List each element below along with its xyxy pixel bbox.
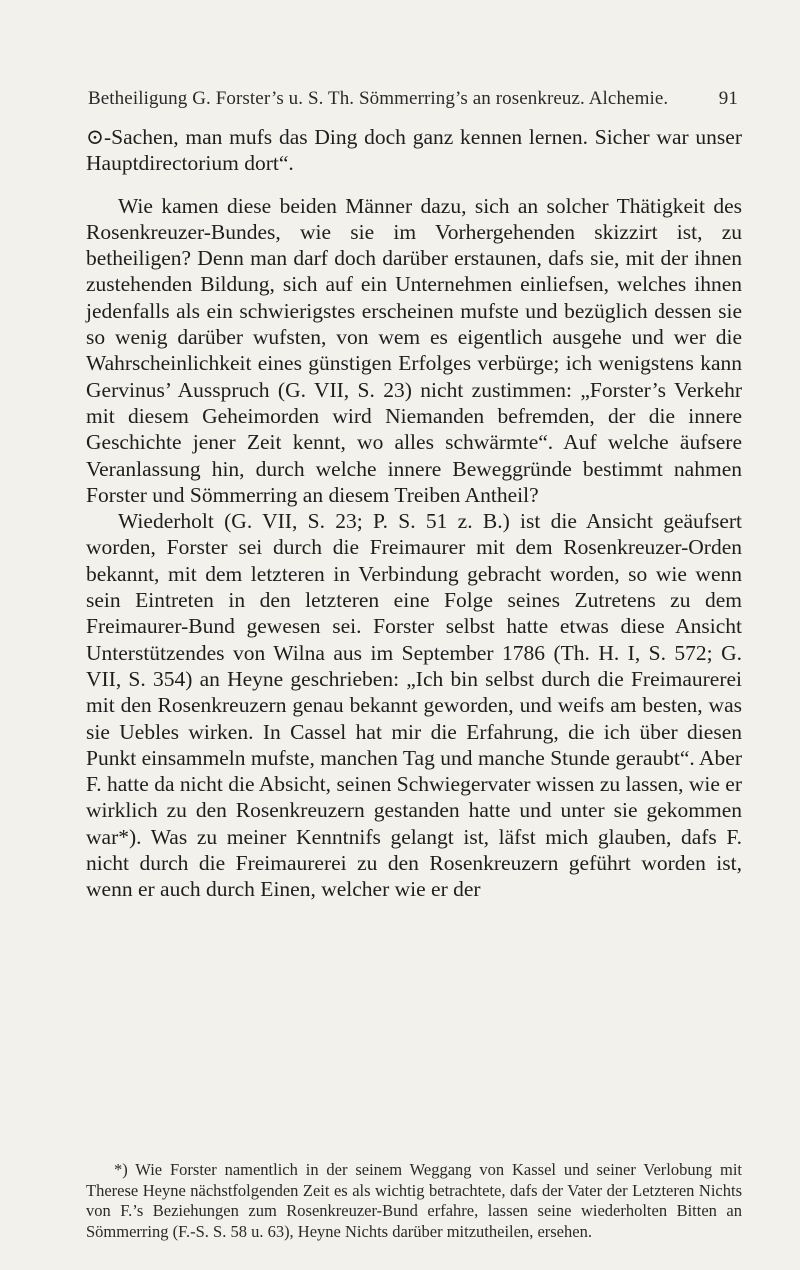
paragraph-question: Wie kamen diese beiden Männer dazu, sich an solcher Thätigkeit des Rosenkreuzer-Bundes, wie sie im Vorhergehenden skizzirt ist, zu betheiligen? Denn man darf doch darüber erstaunen, dafs sie, mit der ihnen zustehenden Bildung, sich auf ein Unternehmen einliefsen, welches ihnen jedenfalls als ein schwierigstes erscheinen mufste und bezüglich dessen sie so wenig darüber wufsten, von wem es eigentlich ausgehe und wer die Wahrscheinlichkeit eines günstigen Erfolges verbürge; ich wenigstens kann Gervinus’ Ausspruch (G. VII, S. 23) nicht zustimmen: „Forster’s Verkehr mit diesem Geheimorden wird Niemanden befremden, der die innere Geschichte jener Zeit kennt, wo alles schwärmte“. Auf welche äufsere Veranlassung hin, durch welche innere Beweggründe bestimmt nahmen Forster und Sömmerring an diesem Treiben Antheil? xyxy=(86,193,742,507)
footnote-text: *) Wie Forster namentlich in der seinem Weggang von Kassel und seiner Verlobung mit Therese Heyne nächstfolgenden Zeit es als wichtig betrachtete, dafs der Vater der Letzteren Nichts von F.’s Beziehungen zum Rosenkreuzer-Bund erfahre, lassen seine wiederholten Bitten an Sömmerring (F.-S. S. 58 u. 63), Heyne Nichts darüber mitzutheilen, ersehen. xyxy=(86,1160,742,1241)
paragraph-freemasons: Wiederholt (G. VII, S. 23; P. S. 51 z. B.) ist die Ansicht geäufsert worden, Forster sei durch die Freimaurer mit dem Rosenkreuzer-Orden bekannt, mit dem letzteren in Verbindung gebracht worden, so wie wenn sein Eintreten in den letzteren eine Folge seines Zutretens zu dem Freimaurer-Bund gewesen sei. Forster selbst hatte etwas diese Ansicht Unterstützendes von Wilna aus im September 1786 (Th. H. I, S. 572; G. VII, S. 354) an Heyne geschrieben: „Ich bin selbst durch die Freimaurerei mit den Rosenkreuzern genau bekannt geworden, und weifs am besten, was sie Uebles wirken. In Cassel hat mir die Erfahrung, die ich über diesen Punkt einsammeln mufste, manchen Tag und manche Stunde geraubt“. Aber F. hatte da nicht die Absicht, seinen Schwiegervater wissen zu lassen, wie er wirklich zu den Rosenkreuzern gestanden hatte und unter sie gekommen war*). Was zu meiner Kenntnifs gelangt ist, läfst mich glauben, dafs F. nicht durch die Freimaurerei zu den Rosenkreuzern geführt worden ist, wenn er auch durch Einen, welcher wie er der xyxy=(86,509,742,902)
main-text xyxy=(86,124,742,903)
running-title: Betheiligung G. Forster’s u. S. Th. Sömmerring’s an rosenkreuz. Alchemie. xyxy=(88,88,669,109)
footnote xyxy=(86,1160,742,1242)
paragraph-continuation: ⊙-Sachen, man mufs das Ding doch ganz kennen lernen. Sicher war unser Hauptdirectorium dort“. xyxy=(86,125,742,176)
running-header xyxy=(88,88,738,110)
page-number: 91 xyxy=(718,88,738,109)
